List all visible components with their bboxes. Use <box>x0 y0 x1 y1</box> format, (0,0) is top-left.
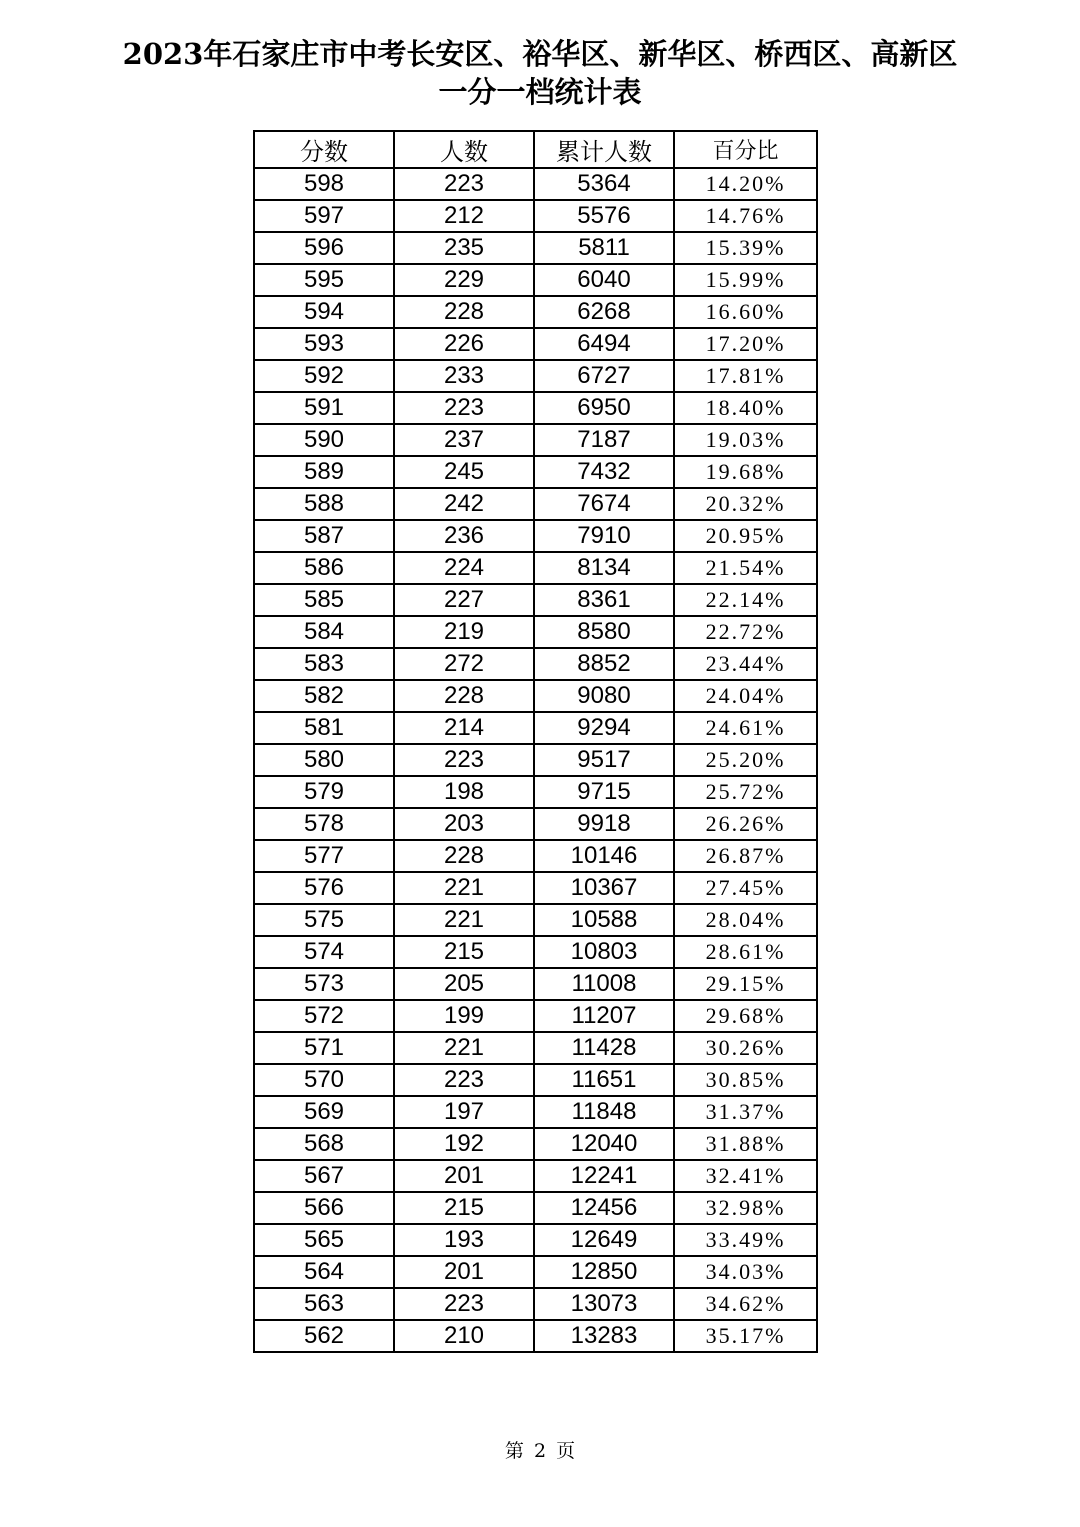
table-row <box>254 232 817 264</box>
table-row <box>254 1288 817 1320</box>
count-cell: 235 <box>394 232 534 264</box>
cumulative-cell: 10367 <box>534 872 674 904</box>
count-cell: 226 <box>394 328 534 360</box>
count-cell: 223 <box>394 392 534 424</box>
cumulative-cell: 11651 <box>534 1064 674 1096</box>
score-cell: 569 <box>254 1096 394 1128</box>
header-cumulative: 累计人数 <box>534 131 674 168</box>
percentage-cell: 34.03% <box>674 1256 817 1288</box>
percentage-cell: 32.41% <box>674 1160 817 1192</box>
count-cell: 242 <box>394 488 534 520</box>
table-row <box>254 360 817 392</box>
table-row <box>254 168 817 200</box>
percentage-cell: 25.20% <box>674 744 817 776</box>
score-cell: 568 <box>254 1128 394 1160</box>
percentage-cell: 15.39% <box>674 232 817 264</box>
table-row <box>254 872 817 904</box>
count-cell: 227 <box>394 584 534 616</box>
table-row <box>254 1256 817 1288</box>
table-row <box>254 968 817 1000</box>
cumulative-cell: 8361 <box>534 584 674 616</box>
percentage-cell: 16.60% <box>674 296 817 328</box>
percentage-cell: 14.20% <box>674 168 817 200</box>
cumulative-cell: 11848 <box>534 1096 674 1128</box>
percentage-cell: 21.54% <box>674 552 817 584</box>
count-cell: 201 <box>394 1256 534 1288</box>
count-cell: 223 <box>394 1064 534 1096</box>
count-cell: 272 <box>394 648 534 680</box>
table-row <box>254 200 817 232</box>
table-row <box>254 616 817 648</box>
table-row <box>254 456 817 488</box>
cumulative-cell: 6727 <box>534 360 674 392</box>
score-cell: 598 <box>254 168 394 200</box>
count-cell: 223 <box>394 168 534 200</box>
count-cell: 214 <box>394 712 534 744</box>
percentage-cell: 20.95% <box>674 520 817 552</box>
count-cell: 223 <box>394 744 534 776</box>
percentage-cell: 34.62% <box>674 1288 817 1320</box>
percentage-cell: 28.61% <box>674 936 817 968</box>
cumulative-cell: 13073 <box>534 1288 674 1320</box>
cumulative-cell: 7674 <box>534 488 674 520</box>
percentage-cell: 26.26% <box>674 808 817 840</box>
score-cell: 593 <box>254 328 394 360</box>
score-cell: 588 <box>254 488 394 520</box>
score-cell: 580 <box>254 744 394 776</box>
score-cell: 587 <box>254 520 394 552</box>
table-row <box>254 808 817 840</box>
score-cell: 586 <box>254 552 394 584</box>
percentage-cell: 17.20% <box>674 328 817 360</box>
score-cell: 585 <box>254 584 394 616</box>
table-row <box>254 1224 817 1256</box>
count-cell: 245 <box>394 456 534 488</box>
count-cell: 224 <box>394 552 534 584</box>
table-row <box>254 520 817 552</box>
page-number: 第 2 页 <box>504 1440 576 1462</box>
cumulative-cell: 6950 <box>534 392 674 424</box>
table-row <box>254 1000 817 1032</box>
count-cell: 228 <box>394 296 534 328</box>
count-cell: 237 <box>394 424 534 456</box>
table-row <box>254 1160 817 1192</box>
percentage-cell: 19.03% <box>674 424 817 456</box>
percentage-cell: 32.98% <box>674 1192 817 1224</box>
count-cell: 221 <box>394 1032 534 1064</box>
table-row <box>254 584 817 616</box>
header-percentage: 百分比 <box>674 131 817 168</box>
count-cell: 210 <box>394 1320 534 1352</box>
score-cell: 562 <box>254 1320 394 1352</box>
header-score: 分数 <box>254 131 394 168</box>
cumulative-cell: 5576 <box>534 200 674 232</box>
cumulative-cell: 6040 <box>534 264 674 296</box>
score-cell: 582 <box>254 680 394 712</box>
table-row <box>254 1128 817 1160</box>
score-cell: 565 <box>254 1224 394 1256</box>
cumulative-cell: 11428 <box>534 1032 674 1064</box>
cumulative-cell: 9294 <box>534 712 674 744</box>
percentage-cell: 33.49% <box>674 1224 817 1256</box>
count-cell: 198 <box>394 776 534 808</box>
percentage-cell: 29.68% <box>674 1000 817 1032</box>
count-cell: 192 <box>394 1128 534 1160</box>
count-cell: 205 <box>394 968 534 1000</box>
table-row <box>254 1320 817 1352</box>
count-cell: 228 <box>394 680 534 712</box>
count-cell: 236 <box>394 520 534 552</box>
score-cell: 570 <box>254 1064 394 1096</box>
table-row <box>254 1192 817 1224</box>
score-cell: 581 <box>254 712 394 744</box>
cumulative-cell: 9517 <box>534 744 674 776</box>
score-cell: 574 <box>254 936 394 968</box>
table-row <box>254 488 817 520</box>
cumulative-cell: 5364 <box>534 168 674 200</box>
table-row <box>254 712 817 744</box>
score-cell: 589 <box>254 456 394 488</box>
cumulative-cell: 12040 <box>534 1128 674 1160</box>
document-title-line-2: 一分一档统计表 <box>438 75 642 109</box>
percentage-cell: 24.04% <box>674 680 817 712</box>
score-distribution-table <box>253 130 818 1353</box>
count-cell: 199 <box>394 1000 534 1032</box>
table-row <box>254 392 817 424</box>
table-row <box>254 744 817 776</box>
score-cell: 583 <box>254 648 394 680</box>
percentage-cell: 31.88% <box>674 1128 817 1160</box>
score-cell: 584 <box>254 616 394 648</box>
cumulative-cell: 8134 <box>534 552 674 584</box>
table-row <box>254 424 817 456</box>
score-cell: 591 <box>254 392 394 424</box>
score-cell: 576 <box>254 872 394 904</box>
count-cell: 197 <box>394 1096 534 1128</box>
percentage-cell: 15.99% <box>674 264 817 296</box>
cumulative-cell: 10588 <box>534 904 674 936</box>
percentage-cell: 17.81% <box>674 360 817 392</box>
score-cell: 564 <box>254 1256 394 1288</box>
percentage-cell: 31.37% <box>674 1096 817 1128</box>
document-title-line-1: 2023年石家庄市中考长安区、裕华区、新华区、桥西区、高新区 <box>122 37 958 71</box>
score-cell: 596 <box>254 232 394 264</box>
count-cell: 215 <box>394 1192 534 1224</box>
count-cell: 223 <box>394 1288 534 1320</box>
percentage-cell: 26.87% <box>674 840 817 872</box>
count-cell: 215 <box>394 936 534 968</box>
table-row <box>254 1032 817 1064</box>
score-cell: 594 <box>254 296 394 328</box>
percentage-cell: 35.17% <box>674 1320 817 1352</box>
table-header-row <box>254 131 817 168</box>
cumulative-cell: 11207 <box>534 1000 674 1032</box>
score-cell: 563 <box>254 1288 394 1320</box>
percentage-cell: 30.85% <box>674 1064 817 1096</box>
percentage-cell: 22.72% <box>674 616 817 648</box>
table-row <box>254 936 817 968</box>
table-row <box>254 840 817 872</box>
cumulative-cell: 12850 <box>534 1256 674 1288</box>
count-cell: 201 <box>394 1160 534 1192</box>
cumulative-cell: 6494 <box>534 328 674 360</box>
cumulative-cell: 6268 <box>534 296 674 328</box>
count-cell: 212 <box>394 200 534 232</box>
table-row <box>254 296 817 328</box>
table-row <box>254 552 817 584</box>
cumulative-cell: 11008 <box>534 968 674 1000</box>
cumulative-cell: 10146 <box>534 840 674 872</box>
percentage-cell: 22.14% <box>674 584 817 616</box>
count-cell: 219 <box>394 616 534 648</box>
table-row <box>254 776 817 808</box>
table-row <box>254 1096 817 1128</box>
cumulative-cell: 10803 <box>534 936 674 968</box>
percentage-cell: 28.04% <box>674 904 817 936</box>
cumulative-cell: 12241 <box>534 1160 674 1192</box>
percentage-cell: 20.32% <box>674 488 817 520</box>
score-cell: 592 <box>254 360 394 392</box>
cumulative-cell: 9080 <box>534 680 674 712</box>
score-cell: 579 <box>254 776 394 808</box>
score-cell: 566 <box>254 1192 394 1224</box>
cumulative-cell: 7187 <box>534 424 674 456</box>
percentage-cell: 23.44% <box>674 648 817 680</box>
percentage-cell: 27.45% <box>674 872 817 904</box>
percentage-cell: 24.61% <box>674 712 817 744</box>
cumulative-cell: 9918 <box>534 808 674 840</box>
table-row <box>254 264 817 296</box>
count-cell: 228 <box>394 840 534 872</box>
count-cell: 203 <box>394 808 534 840</box>
percentage-cell: 29.15% <box>674 968 817 1000</box>
table-row <box>254 1064 817 1096</box>
cumulative-cell: 9715 <box>534 776 674 808</box>
table-row <box>254 648 817 680</box>
table-row <box>254 680 817 712</box>
cumulative-cell: 5811 <box>534 232 674 264</box>
table-row <box>254 904 817 936</box>
header-count: 人数 <box>394 131 534 168</box>
percentage-cell: 18.40% <box>674 392 817 424</box>
cumulative-cell: 8580 <box>534 616 674 648</box>
table-row <box>254 328 817 360</box>
cumulative-cell: 12456 <box>534 1192 674 1224</box>
score-cell: 571 <box>254 1032 394 1064</box>
count-cell: 229 <box>394 264 534 296</box>
score-cell: 578 <box>254 808 394 840</box>
score-cell: 575 <box>254 904 394 936</box>
score-cell: 577 <box>254 840 394 872</box>
score-cell: 573 <box>254 968 394 1000</box>
cumulative-cell: 8852 <box>534 648 674 680</box>
count-cell: 221 <box>394 904 534 936</box>
score-cell: 590 <box>254 424 394 456</box>
cumulative-cell: 12649 <box>534 1224 674 1256</box>
score-cell: 595 <box>254 264 394 296</box>
percentage-cell: 30.26% <box>674 1032 817 1064</box>
count-cell: 221 <box>394 872 534 904</box>
score-cell: 572 <box>254 1000 394 1032</box>
percentage-cell: 25.72% <box>674 776 817 808</box>
percentage-cell: 14.76% <box>674 200 817 232</box>
table-body <box>254 168 817 1352</box>
cumulative-cell: 7432 <box>534 456 674 488</box>
cumulative-cell: 13283 <box>534 1320 674 1352</box>
percentage-cell: 19.68% <box>674 456 817 488</box>
score-cell: 597 <box>254 200 394 232</box>
score-cell: 567 <box>254 1160 394 1192</box>
cumulative-cell: 7910 <box>534 520 674 552</box>
count-cell: 233 <box>394 360 534 392</box>
count-cell: 193 <box>394 1224 534 1256</box>
